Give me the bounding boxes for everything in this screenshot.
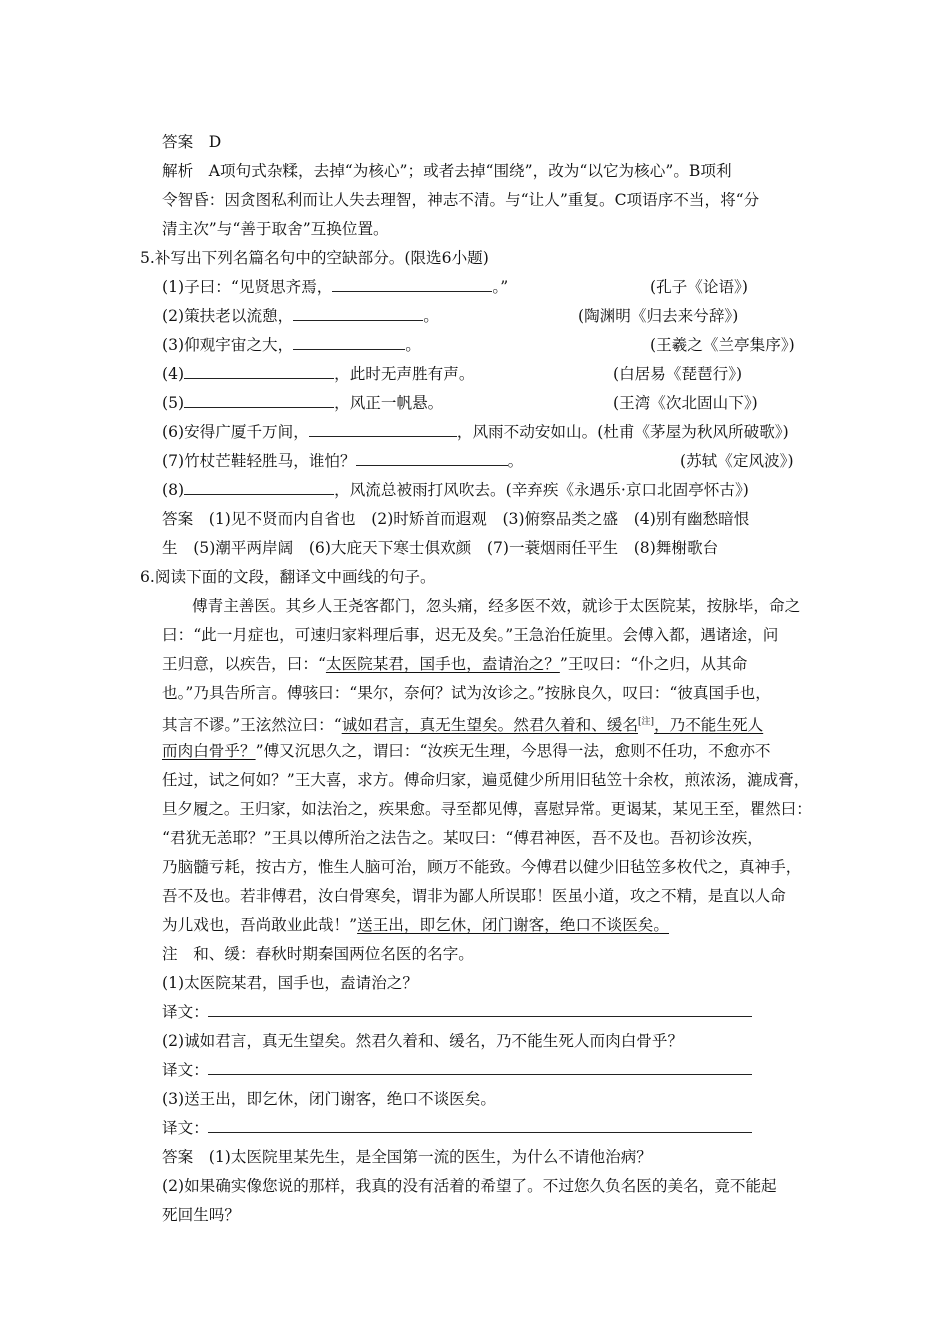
q4-answer: 答案 D (162, 133, 222, 151)
passage-line: 乃脑髓亏耗，按古方，惟生人脑可治，顾万不能致。今傅君以健少旧毡笠多枚代之，真神手， (162, 858, 802, 876)
fill-blank[interactable] (293, 305, 423, 321)
fill-blank[interactable] (309, 421, 457, 437)
underlined-sentence: 送王出，即乞休，闭门谢客，绝口不谈医矣。 (357, 916, 669, 934)
q4-analysis-line: 清主次”与“善于取舍”互换位置。 (162, 220, 389, 238)
q6-note: 注 和、缓：春秋时期秦国两位名医的名字。 (162, 945, 474, 963)
q5-answer-line: 生 (5)潮平两岸阔 (6)大庇天下寒士俱欢颜 (7)一蓑烟雨任平生 (8)舞榭歌台 (162, 539, 719, 557)
fill-blank[interactable] (293, 334, 405, 350)
passage-line: 傅青主善医。其乡人王尧客都门，忽头痛，经多医不效，就诊于太医院某，按脉毕，命之 (192, 597, 801, 615)
passage-line: “君犹无恙耶？”王具以傅所治之法告之。某叹曰：“傅君神医，吾不及也。吾初诊汝疾， (162, 829, 763, 847)
q5-item: (8) ，风流总被雨打风吹去。(辛弃疾《永遇乐·京口北固亭怀古》) (162, 481, 749, 499)
q4-analysis-line: 解析 A项句式杂糅，去掉“为核心”；或者去掉“围绕”，改为“以它为核心”。B项利 (162, 162, 732, 180)
q5-title: 5.补写出下列名篇名句中的空缺部分。(限选6小题) (140, 249, 489, 267)
passage-line: 任过，试之何如？”王大喜，求方。傅命归家，遍觅健少所用旧毡笠十余枚，煎浓汤，漉成膏， (162, 771, 810, 789)
underlined-sentence: ，乃不能生死人 (654, 716, 764, 735)
q4-analysis-line: 令智昏：因贪图私利而让人失去理智，神志不清。与“让人”重复。C项语序不当，将“分 (162, 191, 760, 209)
q5-item: (5) ，风正一帆悬。 (162, 394, 444, 412)
translation-label: 译文： (162, 1061, 209, 1079)
q5-source: (孔子《论语》) (650, 278, 748, 296)
q6-answer: 死回生吗？ (162, 1206, 240, 1224)
underlined-sentence: 诚如君言，真无生望矣。然君久着和、缓名 (341, 716, 638, 735)
underlined-sentence: 而肉白骨乎？ (162, 742, 256, 760)
note-marker: [注] (637, 717, 655, 727)
q5-item: (7)竹杖芒鞋轻胜马，谁怕？ 。 (162, 452, 524, 470)
q5-item: (6)安得广厦千万间， ，风雨不动安如山。(杜甫《茅屋为秋风所破歌》) (162, 423, 789, 441)
q6-answer: 答案 (1)太医院里某先生，是全国第一流的医生，为什么不请他治病？ (162, 1148, 652, 1166)
q5-item: (3)仰观宇宙之大， 。 (162, 336, 421, 354)
q6-question-1: (1)太医院某君，国手也，盍请治之？ (162, 974, 418, 992)
answer-line[interactable] (208, 1132, 752, 1133)
q5-item: (4) ，此时无声胜有声。 (162, 365, 475, 383)
passage-line: 也。”乃具告所言。傅骇曰：“果尔，奈何？试为汝诊之。”按脉良久，叹曰：“彼真国手也， (162, 684, 771, 702)
passage-line: 王归意，以疾告，曰：“太医院某君，国手也，盍请治之？”王叹曰：“仆之归，从其命 (162, 655, 748, 673)
answer-line[interactable] (208, 1016, 752, 1017)
fill-blank[interactable] (332, 276, 492, 292)
fill-blank[interactable] (356, 450, 508, 466)
q6-title: 6.阅读下面的文段，翻译文中画线的句子。 (140, 568, 436, 586)
q6-answer: (2)如果确实像您说的那样，我真的没有活着的希望了。不过您久负名医的美名，竟不能起 (162, 1177, 777, 1195)
translation-label: 译文： (162, 1119, 209, 1137)
q5-source: (苏轼《定风波》) (680, 452, 794, 470)
fill-blank[interactable] (184, 363, 334, 379)
q5-source: (陶渊明《归去来兮辞》) (578, 307, 739, 325)
passage-line: 吾不及也。若非傅君，汝白骨寒矣，谓非为鄙人所误耶！医虽小道，攻之不精，是直以人命 (162, 887, 786, 905)
passage-line: 旦夕履之。王归家，如法治之，疾果愈。寻至都见傅，喜慰异常。更谒某，某见王至，瞿然曰： (162, 800, 812, 818)
fill-blank[interactable] (184, 392, 334, 408)
q6-question-2: (2)诚如君言，真无生望矣。然君久着和、缓名，乃不能生死人而肉白骨乎？ (162, 1032, 684, 1050)
passage-line: 曰：“此一月症也，可速归家料理后事，迟无及矣。”王急治任旋里。会傅入都，遇诸途，问 (162, 626, 779, 644)
q5-source: (王湾《次北固山下》) (613, 394, 758, 412)
q6-question-3: (3)送王出，即乞休，闭门谢客，绝口不谈医矣。 (162, 1090, 496, 1108)
underlined-sentence: 太医院某君，国手也，盍请治之？ (325, 655, 560, 673)
translation-label: 译文： (162, 1003, 209, 1021)
fill-blank[interactable] (184, 479, 334, 495)
q5-item: (1)子曰：“见贤思齐焉， 。” (162, 278, 509, 296)
passage-line: 其言不谬。”王泫然泣曰：“诚如君言，真无生望矣。然君久着和、缓名[注]，乃不能生死人 (162, 716, 764, 735)
answer-line[interactable] (208, 1074, 752, 1075)
passage-line: 为儿戏也，吾尚敢业此哉！”送王出，即乞休，闭门谢客，绝口不谈医矣。 (162, 916, 669, 934)
q5-answer-line: 答案 (1)见不贤而内自省也 (2)时矫首而遐观 (3)俯察品类之盛 (4)别有幽愁暗恨 (162, 510, 750, 528)
q5-source: (白居易《琵琶行》) (613, 365, 743, 383)
passage-line: 而肉白骨乎？”傅又沉思久之，谓曰：“汝疾无生理，今思得一法，愈则不任功，不愈亦不 (162, 742, 771, 760)
q5-source: (王羲之《兰亭集序》) (650, 336, 795, 354)
q5-item: (2)策扶老以流憩， 。 (162, 307, 439, 325)
